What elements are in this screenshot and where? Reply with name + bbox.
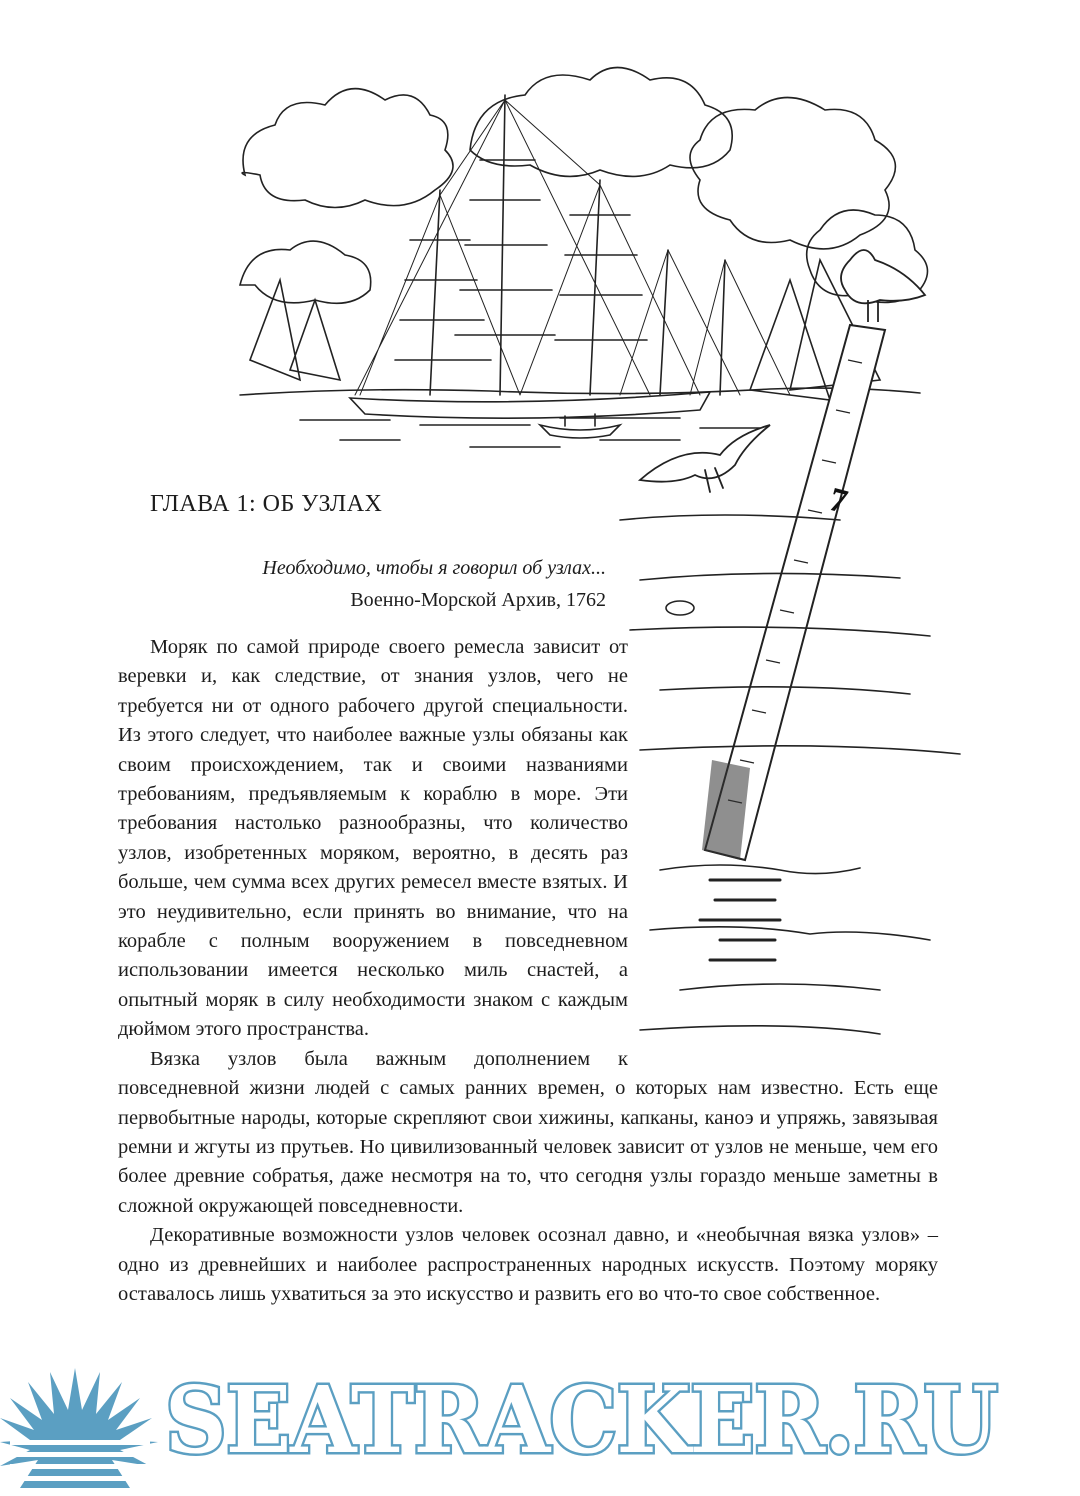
- cloud-left: [242, 89, 453, 208]
- ship-hull: [350, 392, 710, 418]
- epigraph-quote: Необходимо, чтобы я говорил об узлах...: [262, 557, 606, 579]
- mast-3: [590, 180, 600, 395]
- cloud-left-low: [240, 241, 371, 303]
- watermark-text: SEATRACKER.RU: [165, 1366, 998, 1474]
- mast-1: [430, 190, 440, 395]
- paragraph-2: Вязка узлов была важным дополнением к повседневной жизни людей с самых ранних времен, о которых нам известно. Есть еще первобытные народы, которые скрепляют свои хижины, капканы, каноэ и упряжь, завязывая ремни и жгуты из прутьев. Но цивилизованный человек зависит от узлов не меньше, чем его более древние собратья, даже несмотря на то, что сегодня узлы гораздо меньше заметны в сложной окружающей повседневности.: [118, 1047, 938, 1217]
- epigraph-source: Военно-Морской Архив, 1762: [350, 589, 606, 611]
- paragraph-3: Декоративные возможности узлов человек осознал давно, и «необычная вязка узлов» – одно из древнейших и наиболее распространенных народных искусств. Поэтому моряку оставалось лишь ухватиться за это искусство и развить его во что-то свое собственное.: [118, 1224, 938, 1305]
- horizon-line: [240, 388, 920, 395]
- body-text: [118, 633, 938, 1309]
- paragraph-1: Моряк по самой природе своего ремесла зависит от веревки и, как следствие, от знания узлов, чего не требуется ни от одного рабочего другой специальности. Из этого следует, что наиболее важные узлы обязаны как своим происхождением, так и своими названиями требованиям, предъявляемым к кораблю в море. Эти требования настолько разнообразны, что количество узлов, изобретенных моряком, вероятно, в десять раз больше, чем сумма всех других ремесел вместе взятых. И это неудивительно, если принять во внимание, что на корабле с полным вооружением в повседневном использовании имеется несколько миль снастей, а опытный моряк в силу необходимости знаком с каждым дюймом этого пространства.: [118, 636, 628, 1041]
- chapter-title: ГЛАВА 1: ОБ УЗЛАХ: [150, 491, 383, 517]
- epigraph: [150, 552, 606, 616]
- post-number-7: 7: [825, 480, 852, 522]
- cloud-right: [690, 98, 895, 249]
- rowboat: [540, 425, 620, 438]
- gull-perched: [841, 250, 925, 322]
- gull-flying: [640, 425, 770, 492]
